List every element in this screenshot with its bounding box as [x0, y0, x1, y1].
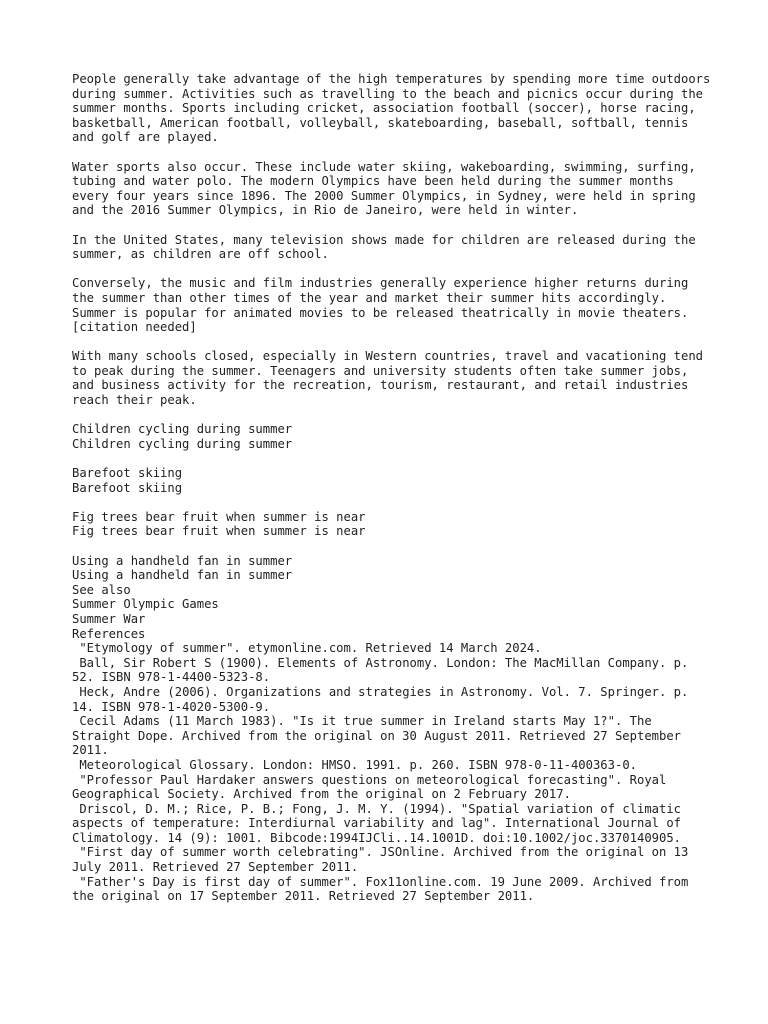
references-section — [72, 627, 712, 904]
see-also-heading: See also — [72, 582, 131, 597]
paragraph-water-sports: Water sports also occur. These include water skiing, wakeboarding, swimming, surfing, tubing and water polo. The modern Olympics have been held during the summer months every four years since 1896. The 2000 Summer Olympics, in Sydney, were held in spring and the 2016 Summer Olympics, in Rio de Janeiro, were held in winter. — [72, 159, 696, 218]
reference-item: Ball, Sir Robert S (1900). Elements of Astronomy. London: The MacMillan Company. p. 52. ISBN 978-1-4400-5323-8. — [72, 655, 696, 685]
caption-alt: Fig trees bear fruit when summer is near — [72, 524, 366, 539]
caption-title: Children cycling during summer — [72, 422, 293, 437]
document-page — [72, 72, 712, 904]
caption-handheld-fan — [72, 554, 712, 583]
caption-cycling — [72, 422, 712, 451]
reference-item: "First day of summer worth celebrating". JSOnline. Archived from the original on 13 July 2011. Retrieved 27 September 2011. — [72, 845, 696, 875]
caption-title: Fig trees bear fruit when summer is near — [72, 509, 366, 524]
reference-item: Driscol, D. M.; Rice, P. B.; Fong, J. M. Y. (1994). "Spatial variation of climatic aspects of temperature: Interdiurnal variability and lag". International Journal of Climatology. 14 (9): 1001. Bibcode:1994IJCli..14.1001D. doi:10.1002/joc.3370140905. — [72, 801, 689, 845]
caption-skiing — [72, 466, 712, 495]
caption-alt: Barefoot skiing — [72, 480, 183, 495]
reference-item: Heck, Andre (2006). Organizations and strategies in Astronomy. Vol. 7. Springer. p. 14. ISBN 978-1-4020-5300-9. — [72, 684, 696, 714]
caption-alt: Children cycling during summer — [72, 436, 293, 451]
see-also-link-summer-war[interactable]: Summer War — [72, 611, 146, 626]
paragraph-schools: With many schools closed, especially in Western countries, travel and vacationing tend to peak during the summer. Teenagers and university students often take summer jobs, and business activity for the recreation, tourism, restaurant, and retail industries reach their peak. — [72, 349, 704, 408]
caption-alt: Using a handheld fan in summer — [72, 568, 293, 583]
references-heading: References — [72, 626, 146, 641]
reference-item: "Professor Paul Hardaker answers questions on meteorological forecasting". Royal Geographical Society. Archived from the original on 2 February 2017. — [72, 772, 674, 802]
caption-title: Barefoot skiing — [72, 466, 183, 481]
reference-item: "Etymology of summer". etymonline.com. Retrieved 14 March 2024. — [72, 641, 542, 656]
paragraph-activities: People generally take advantage of the high temperatures by spending more time outdoors during summer. Activities such as travelling to the beach and picnics occur during the summer months. Sports including cricket, association football (soccer), horse racing, basketball, American football, volleyball, skateboarding, baseball, softball, tennis and golf are played. — [72, 72, 711, 145]
caption-fig-trees — [72, 510, 712, 539]
spacer — [72, 539, 712, 554]
paragraph-music-film: Conversely, the music and film industries generally experience higher returns during the summer than other times of the year and market their summer hits accordingly. Summer is popular for animated movies to be released theatrically in movie theaters.[citation needed] — [72, 276, 689, 335]
reference-item: Cecil Adams (11 March 1983). "Is it true summer in Ireland starts May 1?". The Straight Dope. Archived from the original on 30 August 2011. Retrieved 27 September 2011. — [72, 714, 689, 758]
see-also-section — [72, 583, 712, 627]
paragraph-television: In the United States, many television shows made for children are released during the summer, as children are off school. — [72, 232, 696, 262]
spacer — [72, 451, 712, 466]
reference-item: Meteorological Glossary. London: HMSO. 1991. p. 260. ISBN 978-0-11-400363-0. — [72, 757, 637, 772]
reference-item: "Father's Day is first day of summer". Fox11online.com. 19 June 2009. Archived from the original on 17 September 2011. Retrieved 27 September 2011. — [72, 874, 696, 904]
spacer — [72, 495, 712, 510]
see-also-link-summer-olympic-games[interactable]: Summer Olympic Games — [72, 597, 219, 612]
caption-title: Using a handheld fan in summer — [72, 553, 293, 568]
